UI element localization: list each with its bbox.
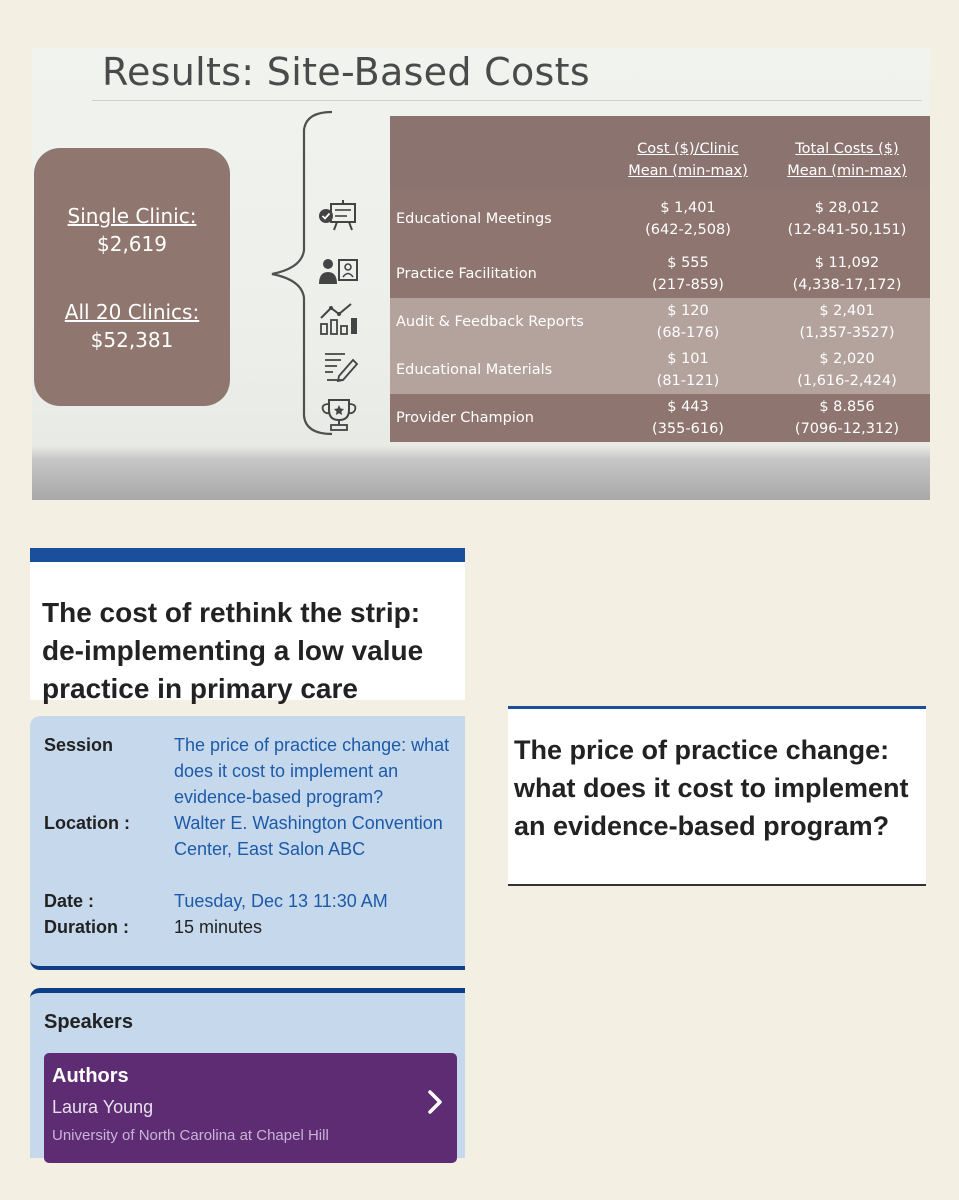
row-name: Provider Champion xyxy=(390,394,612,442)
cost-cell xyxy=(612,298,764,346)
total-cell xyxy=(764,250,930,298)
author-name: Laura Young xyxy=(52,1097,154,1117)
trophy-icon xyxy=(317,398,361,432)
total-header-line1: Total Costs ($) xyxy=(795,141,899,157)
table-header-row xyxy=(390,116,930,188)
total-mean: $ 11,092 xyxy=(814,255,880,271)
chevron-right-icon xyxy=(427,1089,443,1115)
duration-value: 15 minutes xyxy=(174,917,263,937)
author-list-item[interactable] xyxy=(44,1053,457,1163)
cost-mean: $ 120 xyxy=(667,303,709,319)
cost-cell xyxy=(612,346,764,394)
document-pen-icon xyxy=(317,350,361,384)
bar-chart-trend-icon xyxy=(317,302,361,336)
facilitator-person-icon xyxy=(317,254,361,288)
table-row xyxy=(390,346,930,394)
site-cost-table xyxy=(390,116,930,442)
session-info-card xyxy=(30,716,465,970)
cost-header-line2: Mean (min-max) xyxy=(628,163,748,179)
cost-range: (355-616) xyxy=(652,421,724,437)
cost-header-line1: Cost ($)/Clinic xyxy=(637,141,739,157)
table-header-blank xyxy=(390,116,612,188)
row-name: Educational Meetings xyxy=(390,188,612,250)
total-cell xyxy=(764,394,930,442)
table-row xyxy=(390,250,930,298)
row-name: Audit & Feedback Reports xyxy=(390,298,612,346)
cost-cell xyxy=(612,250,764,298)
total-mean: $ 8.856 xyxy=(819,399,875,415)
row-name: Educational Materials xyxy=(390,346,612,394)
single-clinic-summary xyxy=(34,204,230,256)
session-title-card xyxy=(508,706,926,886)
cost-range: (81-121) xyxy=(656,373,720,389)
single-clinic-label: Single Clinic: xyxy=(67,204,197,228)
date-link[interactable]: Tuesday, Dec 13 11:30 AM xyxy=(174,891,388,911)
session-link[interactable]: The price of practice change: what does it cost to implement an evidence-based program? xyxy=(174,735,450,807)
cost-range: (217-859) xyxy=(652,277,724,293)
cost-mean: $ 101 xyxy=(667,351,709,367)
table-row xyxy=(390,188,930,250)
duration-label: Duration : xyxy=(44,917,129,937)
slide-title: Results: Site-Based Costs xyxy=(102,50,590,94)
location-label: Location : xyxy=(44,813,130,833)
row-name: Practice Facilitation xyxy=(390,250,612,298)
table-row xyxy=(390,394,930,442)
session-label: Session xyxy=(44,735,114,755)
total-range: (7096-12,312) xyxy=(794,421,900,437)
cost-mean: $ 555 xyxy=(667,255,709,271)
total-range: (1,357-3527) xyxy=(799,325,895,341)
total-costs-header xyxy=(764,116,930,188)
clinic-summary-box xyxy=(34,148,230,406)
cost-range: (68-176) xyxy=(656,325,720,341)
all-clinics-summary xyxy=(34,300,230,352)
total-mean: $ 2,020 xyxy=(819,351,875,367)
presentation-title-card xyxy=(30,548,465,704)
date-label: Date : xyxy=(44,891,95,911)
presentation-title: The cost of rethink the strip: de-implementing a low value practice in primary care xyxy=(42,597,424,704)
cost-cell xyxy=(612,188,764,250)
session-title: The price of practice change: what does it cost to implement an evidence-based program? xyxy=(514,735,909,841)
cost-cell xyxy=(612,394,764,442)
all-clinics-value: $52,381 xyxy=(90,328,174,352)
total-cell xyxy=(764,298,930,346)
authors-heading: Authors xyxy=(52,1065,129,1087)
table-row xyxy=(390,298,930,346)
single-clinic-value: $2,619 xyxy=(97,232,167,256)
total-header-line2: Mean (min-max) xyxy=(787,163,907,179)
presentation-board-icon xyxy=(317,198,361,232)
cost-mean: $ 1,401 xyxy=(660,200,716,216)
location-link[interactable]: Walter E. Washington Convention Center, East Salon ABC xyxy=(174,813,443,859)
total-range: (4,338-17,172) xyxy=(792,277,902,293)
cost-range: (642-2,508) xyxy=(645,222,731,238)
author-affiliation: University of North Carolina at Chapel Hill xyxy=(52,1127,329,1144)
total-range: (12-841-50,151) xyxy=(787,222,907,238)
all-clinics-label: All 20 Clinics: xyxy=(64,300,200,324)
total-mean: $ 28,012 xyxy=(814,200,880,216)
speakers-heading: Speakers xyxy=(44,1011,133,1033)
cost-per-clinic-header xyxy=(612,116,764,188)
total-range: (1,616-2,424) xyxy=(797,373,897,389)
speakers-card xyxy=(30,988,465,1158)
slide-photo xyxy=(32,48,930,500)
total-mean: $ 2,401 xyxy=(819,303,875,319)
cost-mean: $ 443 xyxy=(667,399,709,415)
slide-title-divider xyxy=(92,100,922,101)
total-cell xyxy=(764,346,930,394)
total-cell xyxy=(764,188,930,250)
